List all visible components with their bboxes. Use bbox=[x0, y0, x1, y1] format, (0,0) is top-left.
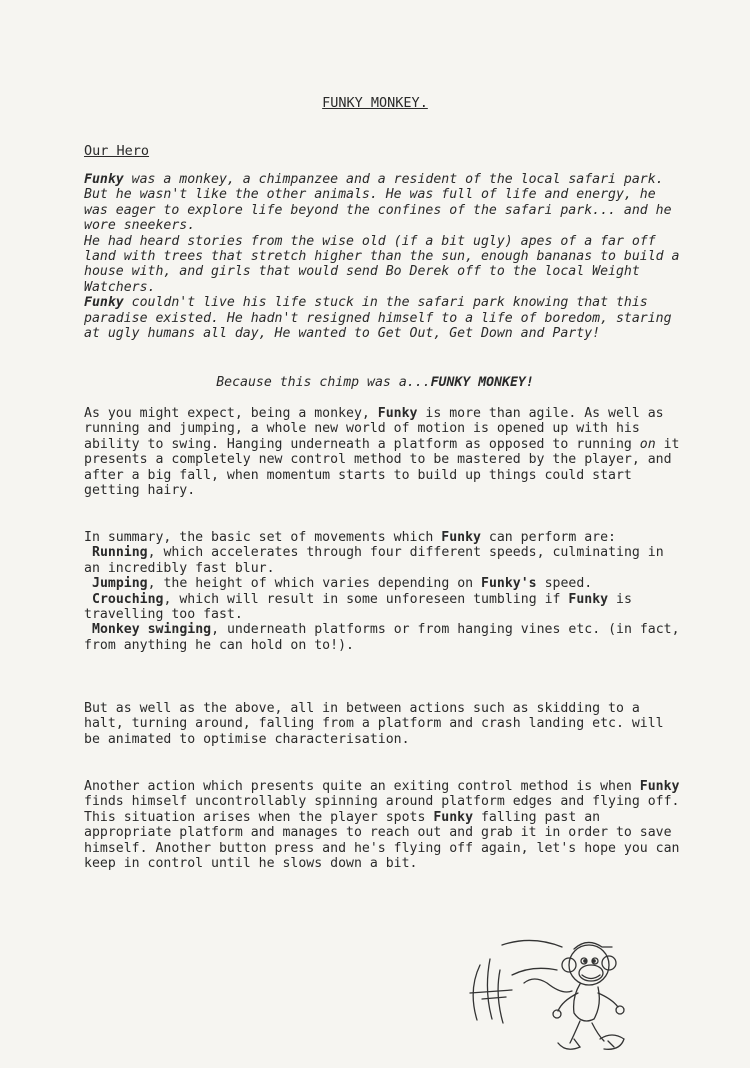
hero-name: Funky bbox=[84, 295, 124, 311]
text: Another action which presents quite an exiting control method is when bbox=[84, 779, 640, 794]
text: it presents a completely new control method to be mastered by the player, and after a big fall, when momentum starts to build up things could start getting hairy. bbox=[84, 436, 680, 499]
move-crouching bbox=[84, 592, 684, 623]
move-swinging bbox=[84, 622, 684, 653]
hero-name: Funky's bbox=[481, 576, 537, 592]
hero-name: Funky bbox=[441, 530, 481, 545]
move-text: is travelling too fast. bbox=[84, 591, 632, 623]
intro-text: was a monkey, a chimpanzee and a resident of the local safari park. But he wasn't like the other animals. He was full of life and energy, he was eager to explore life beyond the confines of the safari park... and he wore sneekers. bbox=[84, 172, 672, 234]
hero-name: Funky bbox=[568, 591, 609, 607]
tagline-prefix: Because this chimp was a... bbox=[216, 375, 431, 390]
movement-summary bbox=[84, 530, 684, 653]
move-text: , the height of which varies depending on bbox=[147, 576, 482, 592]
hero-name: Funky bbox=[377, 406, 418, 421]
tagline-bold: FUNKY MONKEY! bbox=[430, 375, 534, 390]
move-name: Monkey swinging bbox=[92, 622, 212, 638]
text: In summary, the basic set of movements which bbox=[84, 530, 442, 545]
text: As you might expect, being a monkey, bbox=[84, 406, 378, 421]
move-name: Jumping bbox=[92, 576, 148, 592]
move-text: speed. bbox=[536, 576, 593, 592]
paragraph-actions bbox=[84, 701, 684, 747]
paragraph-spinning bbox=[84, 779, 684, 871]
text: is more than agile. As well as running and jumping, a whole new world of motion is opened up with his ability to swing. Hanging underneath a platform as opposed to running bbox=[84, 406, 664, 452]
paragraph-agility bbox=[84, 406, 684, 498]
text: finds himself uncontrollably spinning around platform edges and flying off. This situation arises when the player spots bbox=[84, 794, 680, 825]
tagline bbox=[0, 375, 750, 390]
paragraph-text: But as well as the above, all in between actions such as skidding to a halt, turning around, falling from a platform and crash landing etc. will be animated to optimise characterisation. bbox=[84, 701, 664, 747]
move-text: , which accelerates through four different speeds, culminating in an incredibly fast blur. bbox=[84, 545, 664, 576]
hero-name: Funky bbox=[639, 779, 680, 794]
text: falling past an appropriate platform and manages to reach out and grab it in order to save himself. Another button press and he's flying off again, let's hope you can keep in control until he slows down a bit. bbox=[84, 809, 680, 872]
move-running bbox=[84, 545, 684, 576]
hero-name: Funky bbox=[433, 809, 474, 825]
section-heading: Our Hero bbox=[84, 143, 150, 159]
intro-paragraph-1 bbox=[84, 172, 684, 234]
intro-story bbox=[84, 172, 684, 341]
emphasis: on bbox=[639, 436, 656, 452]
intro-paragraph-2: He had heard stories from the wise old (if a bit ugly) apes of a far off land with trees that stretch higher than the sun, enough bananas to build a house with, and girls that would send Bo Derek off to the local Weight Watchers. bbox=[84, 233, 680, 295]
funky-monkey-sketch bbox=[462, 935, 637, 1060]
hero-name: Funky bbox=[84, 172, 124, 187]
move-text: , which will result in some unforeseen tumbling if bbox=[163, 591, 569, 607]
document-title: FUNKY MONKEY. bbox=[322, 95, 428, 111]
text: can perform are: bbox=[480, 530, 616, 545]
move-text: , underneath platforms or from hanging vines etc. (in fact, from anything he can hold on to!). bbox=[84, 622, 680, 653]
move-jumping bbox=[84, 576, 684, 591]
summary-intro bbox=[84, 530, 684, 545]
move-name: Running bbox=[92, 545, 148, 561]
intro-paragraph-3 bbox=[84, 295, 684, 341]
intro-text: couldn't live his life stuck in the safari park knowing that this paradise existed. He hadn't resigned himself to a life of boredom, staring at ugly humans all day, He wanted to Get Out, Get Down and Party! bbox=[84, 295, 672, 342]
move-name: Crouching bbox=[92, 591, 164, 607]
